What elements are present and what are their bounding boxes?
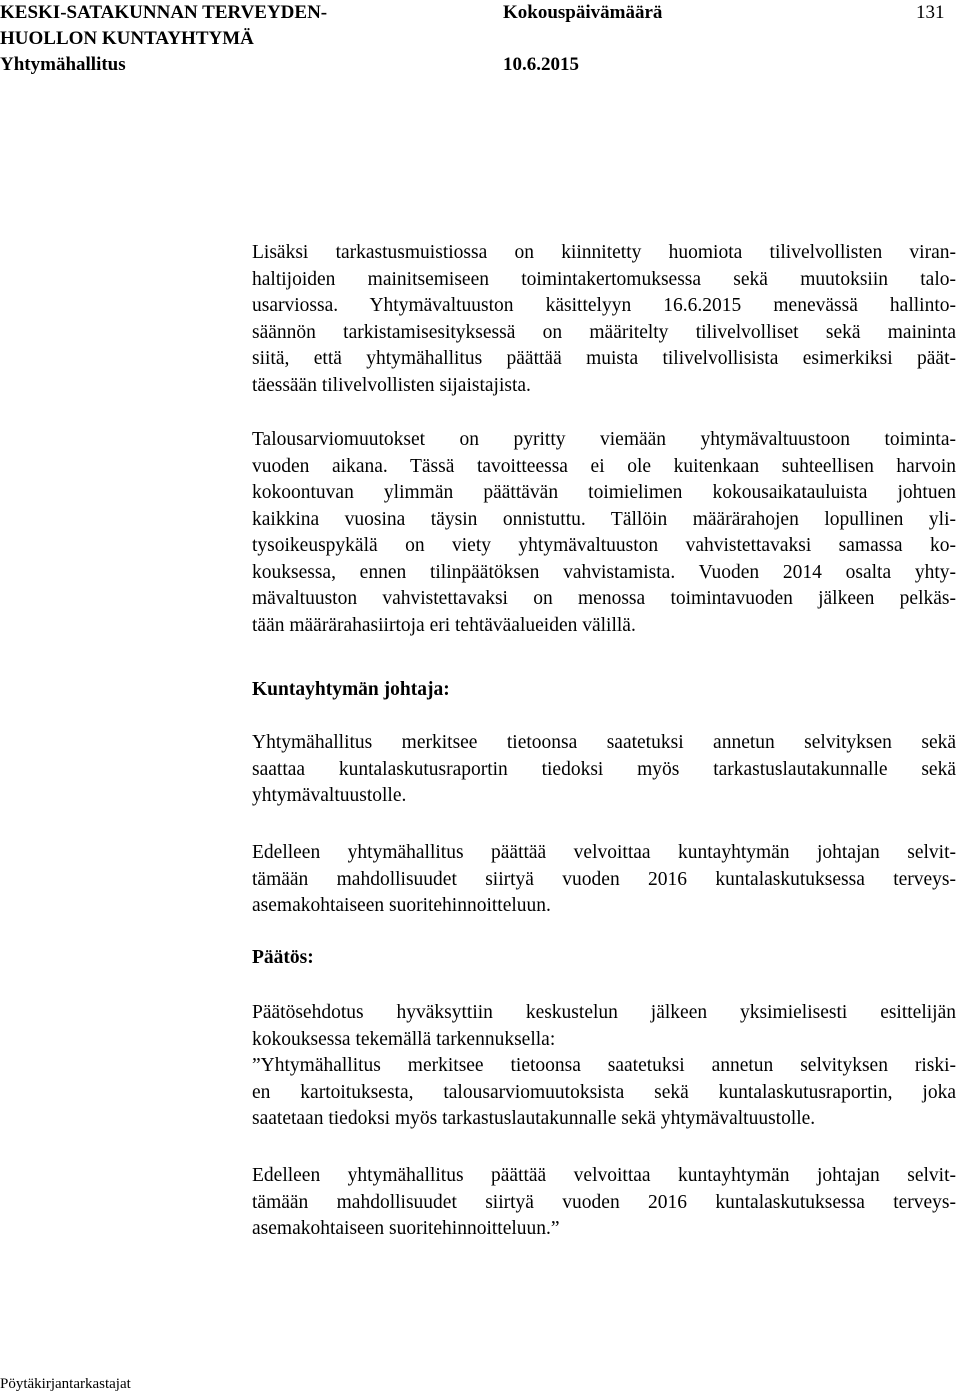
date-label: Kokouspäivämäärä [503,2,663,23]
document-body-3 [252,730,956,810]
text-line: haltijoiden mainitsemiseen toimintakertomuksessa sekä muutoksiin talo- [252,268,956,290]
date-value: 10.6.2015 [503,54,579,75]
paragraph-decision-quote [252,1053,956,1133]
body-name: Yhtymähallitus [0,54,126,75]
document-body-4 [252,840,956,920]
heading-director: Kuntayhtymän johtaja: [252,679,450,700]
text-line: tään määrärahasiirtoja eri tehtäväalueiden välillä. [252,614,636,636]
document-body-5 [252,1000,956,1133]
text-line: tämään mahdollisuudet siirtyä vuoden 2016 kuntalaskutuksessa terveys- [252,868,956,890]
text-line: yhtymävaltuustolle. [252,785,407,806]
org-name-line2: HUOLLON KUNTAYHTYMÄ [0,28,254,49]
document-body [252,240,956,399]
heading-decision: Päätös: [252,947,314,968]
text-line: saatetaan tiedoksi myös tarkastuslautakunnalle sekä yhtymävaltuustolle. [252,1108,816,1129]
text-line: mävaltuuston vahvistettavaksi on menossa toimintavuoden jälkeen pelkäs- [252,588,956,609]
text-line: säännön tarkistamisesityksessä on määritelty tilivelvolliset sekä maininta [252,321,956,343]
text-line: kokoontuvan ylimmän päättävän toimielimen kokousaikatauluista johtuen [252,482,956,503]
paragraph-decision-intro [252,1000,956,1053]
text-line: asemakohtaiseen suoritehinnoitteluun.” [252,1218,560,1239]
text-line: siitä, että yhtymähallitus päättää muista tilivelvollisista esimerkiksi päät- [252,348,956,369]
text-line: Lisäksi tarkastusmuistiossa on kiinnitetty huomiota tilivelvollisten viran- [252,242,956,263]
header-organization [0,0,327,78]
text-line: asemakohtaiseen suoritehinnoitteluun. [252,895,551,916]
text-line: Edelleen yhtymähallitus päättää velvoittaa kuntayhtymän johtajan selvit- [252,1165,956,1186]
text-line: vuoden aikana. Tässä tavoitteessa ei ole kuitenkaan suhteellisen harvoin [252,455,956,477]
paragraph-director-obligation [252,840,956,920]
text-line: saattaa kuntalaskutusraportin tiedoksi myös tarkastuslautakunnalle sekä [252,758,956,780]
header-meeting-date [503,0,662,78]
text-line: Talousarviomuutokset on pyritty viemään yhtymävaltuustoon toiminta- [252,429,956,450]
text-line: kokouksessa tekemällä tarkennuksella: [252,1028,556,1050]
paragraph-director-proposal [252,730,956,810]
document-body-6 [252,1163,956,1243]
date-spacer [503,26,662,52]
text-line: täessään tilivelvollisten sijaistajista. [252,374,531,396]
paragraph-budget-changes [252,427,956,639]
section-director [252,677,956,703]
text-line: usarviossa. Yhtymävaltuuston käsittelyyn 16.6.2015 menevässä hallinto- [252,295,956,316]
footer-signature-label: Pöytäkirjantarkastajat [0,1376,131,1392]
text-line: en kartoituksesta, talousarviomuutoksista sekä kuntalaskutusraportin, joka [252,1081,956,1103]
text-line: kaikkina vuosina täysin onnistuttu. Tällöin määrärahojen lopullinen yli- [252,508,956,530]
text-line: Edelleen yhtymähallitus päättää velvoittaa kuntayhtymän johtajan selvit- [252,842,956,863]
text-line: Päätösehdotus hyväksyttiin keskustelun jälkeen yksimielisesti esittelijän [252,1002,956,1023]
text-line: kouksessa, ennen tilinpäätöksen vahvistamista. Vuoden 2014 osalta yhty- [252,561,956,583]
text-line: tysoikeuspykälä on viety yhtymävaltuuston vahvistettavaksi samassa ko- [252,535,956,556]
text-line: Yhtymähallitus merkitsee tietoonsa saatetuksi annetun selvityksen sekä [252,732,956,753]
text-line: tämään mahdollisuudet siirtyä vuoden 2016 kuntalaskutuksessa terveys- [252,1191,956,1213]
text-line: ”Yhtymähallitus merkitsee tietoonsa saatetuksi annetun selvityksen riski- [252,1055,956,1076]
document-body-2 [252,427,956,639]
paragraph-decision-obligation [252,1163,956,1243]
paragraph-audit-memo [252,240,956,399]
page-number: 131 [916,2,945,23]
section-decision [252,945,956,971]
org-name-line1: KESKI-SATAKUNNAN TERVEYDEN- [0,2,328,23]
